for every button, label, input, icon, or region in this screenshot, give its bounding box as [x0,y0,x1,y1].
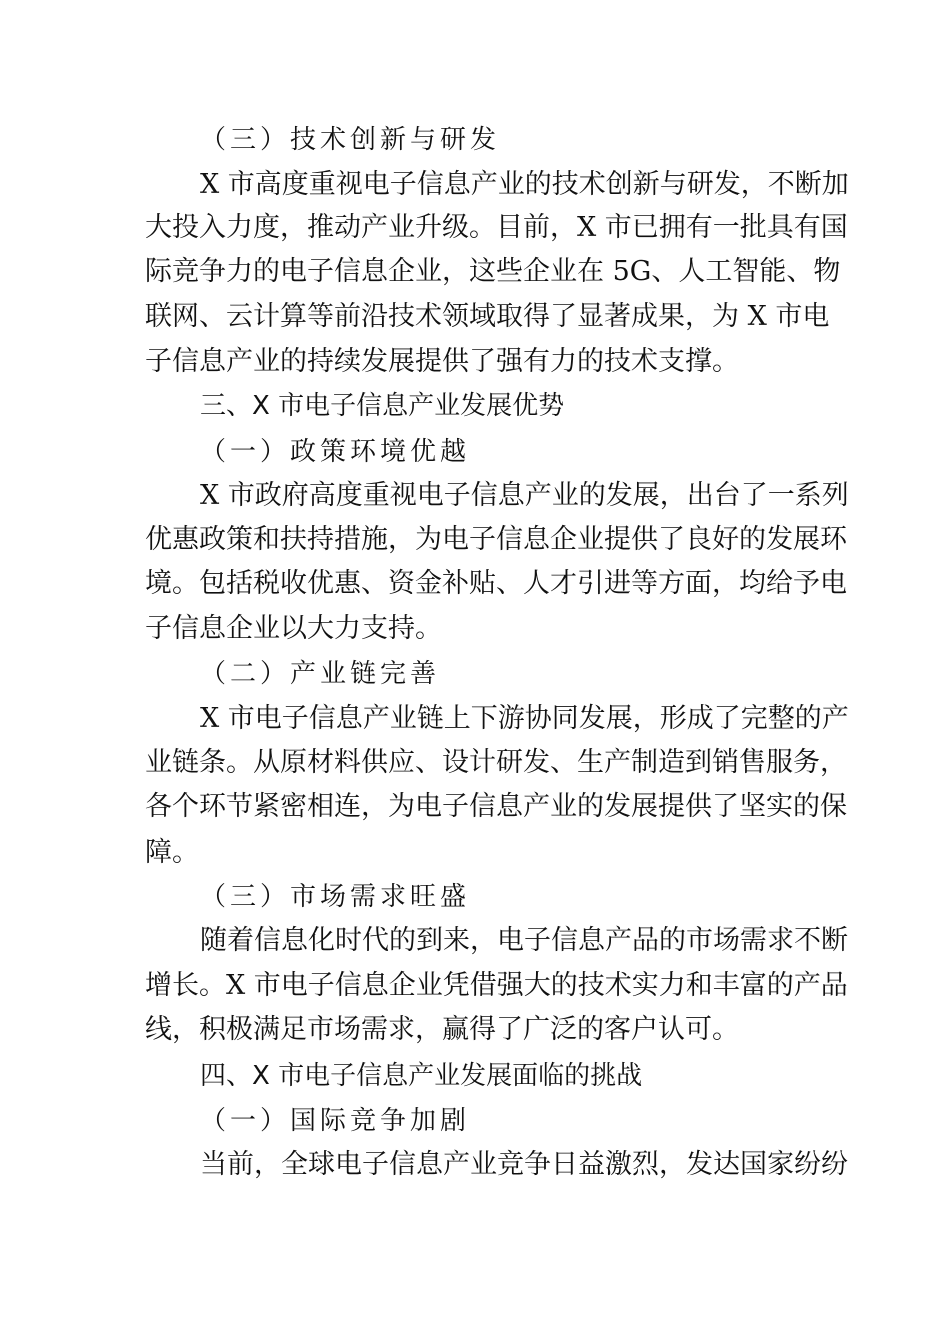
paragraph-line: 境。包括税收优惠、资金补贴、人才引进等方面，均给予电 [145,568,847,599]
subheading-international-competition: （一）国际竞争加剧 [200,1106,471,1136]
paragraph-line: 障。 [145,837,199,868]
paragraph-line: 联网、云计算等前沿技术领域取得了显著成果，为 X 市电 [145,301,830,332]
paragraph-line: X 市高度重视电子信息产业的技术创新与研发，不断加 [200,169,849,200]
subheading-market-demand: （三）市场需求旺盛 [200,882,471,912]
paragraph-line: X 市政府高度重视电子信息产业的发展，出台了一系列 [200,480,849,511]
paragraph-line: 子信息产业的持续发展提供了强有力的技术支撑。 [145,346,739,377]
paragraph-line: 随着信息化时代的到来，电子信息产品的市场需求不断 [200,925,848,956]
paragraph-line: X 市电子信息产业链上下游协同发展，形成了完整的产 [200,703,849,734]
subheading-policy: （一）政策环境优越 [200,437,471,467]
subheading-tech-innovation: （三）技术创新与研发 [200,125,501,155]
paragraph-line: 线，积极满足市场需求，赢得了广泛的客户认可。 [145,1014,739,1045]
section-heading-challenges: 四、X 市电子信息产业发展面临的挑战 [200,1061,643,1091]
paragraph-line: 际竞争力的电子信息企业，这些企业在 5G、人工智能、物 [145,256,841,287]
paragraph-line: 增长。X 市电子信息企业凭借强大的技术实力和丰富的产品 [145,970,848,1001]
subheading-industry-chain: （二）产业链完善 [200,659,441,689]
paragraph-line: 优惠政策和扶持措施，为电子信息企业提供了良好的发展环 [145,524,847,555]
paragraph-line: 当前，全球电子信息产业竞争日益激烈，发达国家纷纷 [200,1149,848,1180]
paragraph-line: 大投入力度，推动产业升级。目前，X 市已拥有一批具有国 [145,212,848,243]
paragraph-line: 各个环节紧密相连，为电子信息产业的发展提供了坚实的保 [145,791,847,822]
section-heading-advantages: 三、X 市电子信息产业发展优势 [200,391,565,421]
paragraph-line: 子信息企业以大力支持。 [145,613,442,644]
paragraph-line: 业链条。从原材料供应、设计研发、生产制造到销售服务， [145,747,847,778]
